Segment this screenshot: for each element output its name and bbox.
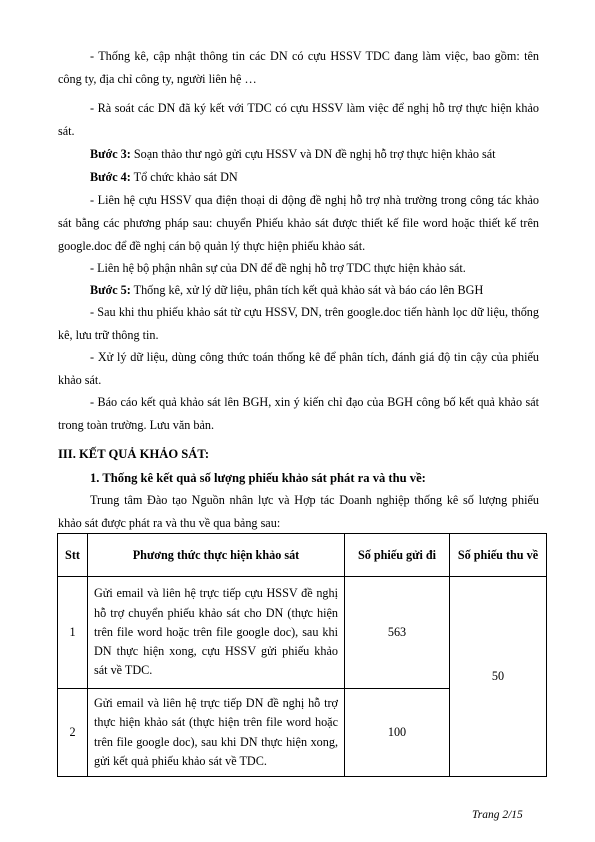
step-5-text: Thống kê, xử lý dữ liệu, phân tích kết quả khảo sát và báo cáo lên BGH [130,283,484,297]
table-row [58,577,547,689]
table-header-row [58,534,547,577]
row-sent: 100 [345,689,450,777]
paragraph-update-company-info: - Thống kê, cập nhật thông tin các DN có cựu HSSV TDC đang làm việc, bao gồm: tên công ty, địa chỉ công ty, người liên hệ … [58,49,539,87]
subsection-heading: 1. Thống kê kết quả số lượng phiếu khảo sát phát ra và thu về: [90,471,426,485]
page-number: Trang 2/15 [472,809,523,821]
paragraph-contact-alumni: - Liên hệ cựu HSSV qua điện thoại di động đề nghị hỗ trợ nhà trường trong công tác khảo sát bằng các phương pháp sau: chuyển Phiếu khảo sát được thiết kế file word hoặc thiết kế trên google.doc để đề nghị cán bộ quản lý thực hiện phiếu khảo sát. [58,193,539,254]
received-total: 50 [450,577,547,777]
section-heading: III. KẾT QUẢ KHẢO SÁT: [58,447,210,461]
header-received: Số phiếu thu về [450,534,547,577]
step-3-text: Soạn thảo thư ngỏ gửi cựu HSSV và DN đề nghị hỗ trợ thực hiện khảo sát [130,147,496,161]
paragraph-process-data: - Xử lý dữ liệu, dùng công thức toán thống kê để phân tích, đánh giá độ tin cậy của phiếu khảo sát. [58,350,539,388]
paragraph-report: - Báo cáo kết quả khảo sát lên BGH, xin ý kiến chỉ đạo của BGH công bố kết quả khảo sát trong toàn trường. Lưu văn bản. [58,395,539,433]
table-intro: Trung tâm Đào tạo Nguồn nhân lực và Hợp tác Doanh nghiệp thống kê số lượng phiếu khảo sát được phát ra và thu về qua bảng sau: [58,493,539,531]
step-4 [58,166,539,189]
step-3 [58,143,539,166]
paragraph-review-companies: - Rà soát các DN đã ký kết với TDC có cựu HSSV làm việc để nghị hỗ trợ thực hiện khảo sát. [58,101,539,139]
paragraph-contact-hr: - Liên hệ bộ phận nhân sự của DN để đề nghị hỗ trợ TDC thực hiện khảo sát. [90,261,466,275]
row-sent: 563 [345,577,450,689]
row-stt: 1 [58,577,88,689]
row-stt: 2 [58,689,88,777]
step-4-label: Bước 4: [90,170,131,184]
step-5-label: Bước 5: [90,283,131,297]
header-sent: Số phiếu gửi đi [345,534,450,577]
row-method: Gửi email và liên hệ trực tiếp DN đề nghị hỗ trợ thực hiện khảo sát (thực hiện trên file word hoặc trên file google doc), sau khi DN thực hiện xong, gửi kết quả phiếu khảo sát về TDC. [88,689,345,777]
header-stt: Stt [58,534,88,577]
survey-statistics-table [57,533,547,777]
step-4-text: Tổ chức khảo sát DN [130,170,238,184]
step-5 [58,279,539,302]
step-3-label: Bước 3: [90,147,131,161]
header-method: Phương thức thực hiện khảo sát [88,534,345,577]
paragraph-collect-data: - Sau khi thu phiếu khảo sát từ cựu HSSV, DN, trên google.doc tiến hành lọc dữ liệu, thống kê, lưu trữ thông tin. [58,305,539,343]
row-method: Gửi email và liên hệ trực tiếp cựu HSSV đề nghị hỗ trợ chuyển phiếu khảo sát cho DN (thực hiện trên file word hoặc trên file google doc), sau khi DN thực hiện xong, cựu HSSV gửi phiếu khảo sát về TDC. [88,577,345,689]
